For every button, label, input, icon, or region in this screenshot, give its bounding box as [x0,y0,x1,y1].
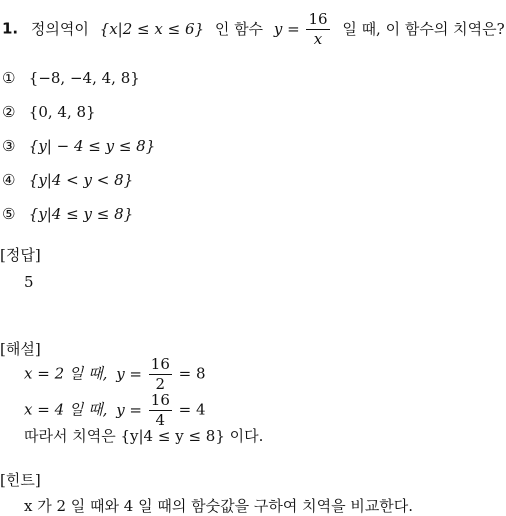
choice-text: {y|4 < y < 8} [28,171,134,189]
solution-2-y: y = [116,400,142,419]
solution-label: [해설] [0,340,41,358]
fraction-denominator: 2 [155,375,166,393]
choice-text: {−8, −4, 4, 8} [28,69,140,87]
choice-4[interactable] [2,173,133,188]
answer-label: [정답] [0,246,41,264]
choice-5[interactable] [2,207,133,222]
answer-value: 5 [24,273,34,291]
solution-line-2 [24,393,206,428]
choice-2[interactable] [2,105,96,120]
fraction-numerator: 16 [308,10,328,28]
fraction-numerator: 16 [150,391,170,409]
solution-2-post: = 4 [178,400,206,419]
choice-text: {y|4 ≤ y ≤ 8} [28,205,134,223]
choice-text: {y| − 4 ≤ y ≤ 8} [28,137,156,155]
function-fraction [306,12,329,47]
solution-2-pre: x = 4 일 때, [24,400,108,419]
fraction-denominator: x [313,30,323,48]
solution-line-3: 따라서 치역은 {y|4 ≤ y ≤ 8} 이다. [24,427,264,445]
question-text-c: 일 때, 이 함수의 치역은? [342,19,505,38]
solution-2-fraction [149,393,172,428]
choice-mark: ④ [2,171,16,189]
question-number: 1. [2,19,19,38]
question-text-b: 인 함수 [214,19,264,38]
choice-3[interactable] [2,139,155,154]
choice-mark: ③ [2,137,16,155]
fraction-denominator: 4 [155,411,166,429]
choice-mark: ② [2,103,16,121]
solution-line-1 [24,357,206,392]
domain-set: {x|2 ≤ x ≤ 6} [99,19,205,38]
choice-text: {0, 4, 8} [28,103,96,121]
choice-mark: ① [2,69,16,87]
function-y-eq: y = [273,19,300,38]
solution-1-y: y = [116,364,142,383]
fraction-numerator: 16 [150,355,170,373]
choice-mark: ⑤ [2,205,16,223]
choice-1[interactable] [2,71,140,86]
solution-1-post: = 8 [178,364,206,383]
question-text-a: 정의역이 [30,19,89,38]
solution-1-fraction [149,357,172,392]
hint-text: x 가 2 일 때와 4 일 때의 함숫값을 구하여 치역을 비교한다. [24,497,414,515]
solution-1-pre: x = 2 일 때, [24,364,108,383]
question-line [2,12,505,47]
hint-label: [힌트] [0,471,41,489]
